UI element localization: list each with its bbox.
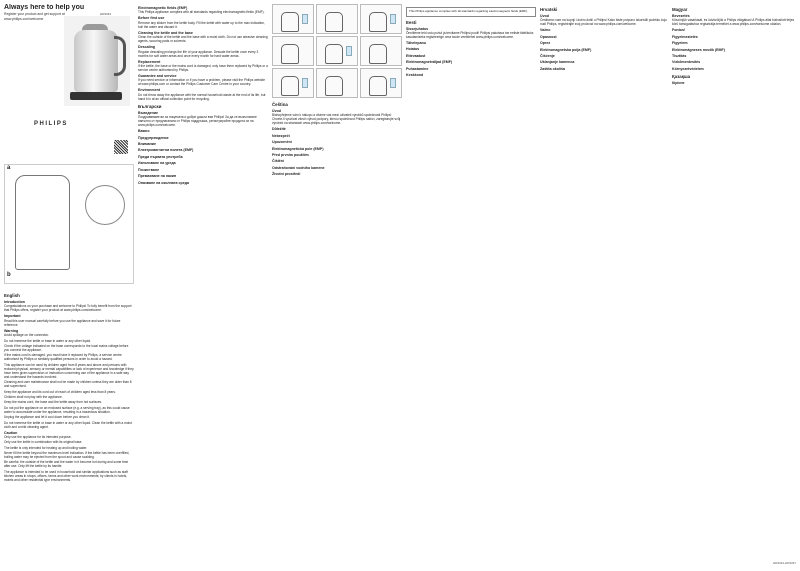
- hu-emf-heading: Elektromágneses mezők (EMF): [672, 47, 725, 52]
- diagram-kettle-outline: [15, 175, 70, 270]
- guarantee-text: If you need service or information or if you have a problem, please visit the Philips website at www.philips.com or contact the Philips Customer Care Centre in your country.: [138, 78, 266, 87]
- environment-text: Do not throw away the appliance with the normal household waste at the end of its life, but hand it in at an official collection point for recycling.: [138, 92, 266, 101]
- illustration-step: [272, 4, 314, 34]
- section-heading-bulgarian: Български: [138, 103, 162, 109]
- et-caution-heading: Ettevaatust: [406, 53, 426, 58]
- emf-heading: Electromagnetic fields (EMF): [138, 6, 188, 10]
- et-important-heading: Tähelepanu: [406, 41, 426, 45]
- guarantee-heading: Guarantee and service: [138, 74, 177, 79]
- column-6: [672, 4, 796, 567]
- section-heading-estonian: Eesti: [406, 19, 417, 25]
- hr-important-heading: Važno: [540, 28, 551, 33]
- descaling-text: Regular descaling prolongs the life of your appliance. Descale the kettle once every 3 months for soft water areas and once every month for hard water areas.: [138, 49, 259, 58]
- before-first-use-heading: Before first use: [138, 16, 165, 21]
- kettle-body: [74, 30, 118, 92]
- warning-item: If the mains cord is damaged, you must have it replaced by Philips, a service centre authorised by Philips or similarly qualified persons in order to avoid a hazard.: [4, 353, 122, 362]
- intro-text: Congratulations on your purchase and welcome to Philips! To fully benefit from the support that Philips offers, register your product at www.philips.com/welcome.: [4, 304, 132, 313]
- warning-item: Do not immerse the kettle or base in water or any other liquid. Clean the kettle with a moist cloth and a mild cleaning agent.: [4, 420, 132, 429]
- illustration-step: [272, 36, 314, 66]
- caution-item: Be careful: the outside of the kettle and the water in it become hot during and some time after use. Only lift the kettle by its handle.: [4, 460, 129, 469]
- bg-descaling-heading: Премахване на накип: [138, 174, 177, 179]
- hu-intro-heading: Bevezetés: [672, 14, 690, 18]
- column-5: [540, 4, 668, 567]
- illustration-step: [316, 68, 358, 98]
- cs-before-heading: Před prvním použitím: [272, 153, 309, 158]
- cs-intro-text: Blahopřejeme vám k nákupu a vítáme vás mezi uživateli výrobků společnosti Philips! Chcete-li využívat všech výhod podpory, kterou společnost Philips nabízí, zaregistrujte svůj výrobek na stránkách www.philips.com/welcome.: [272, 113, 401, 126]
- caution-item: Only use the kettle in combination with its original base.: [4, 440, 83, 445]
- product-diagram: [4, 164, 134, 284]
- cleaning-heading: Cleaning the kettle and the base: [138, 30, 193, 35]
- bg-warning-heading: Предупреждение: [138, 135, 169, 140]
- important-text: Read this user manual carefully before you use the appliance and save it for future reference.: [4, 318, 121, 327]
- illustration-step: [360, 68, 402, 98]
- warning-heading: Warning: [4, 328, 19, 333]
- bg-use-heading: Използване на уреда: [138, 161, 176, 166]
- hu-descaling-heading: Vízkőmentesítés: [672, 60, 701, 65]
- cs-caution-heading: Upozornění: [272, 140, 292, 145]
- bg-important-heading: Важно: [138, 129, 150, 134]
- bg-caution-heading: Внимание: [138, 142, 156, 147]
- warning-item: Unplug the appliance and let it cool down before you clean it.: [4, 415, 90, 420]
- section-heading-croatian: Hrvatski: [540, 7, 558, 12]
- column-4: [406, 4, 536, 567]
- section-heading-kazakh: Қазақша: [672, 74, 691, 80]
- et-emf-heading: Elektromagnetväljad (EMF): [406, 60, 453, 65]
- caution-heading: Caution: [4, 430, 18, 435]
- hu-caution-heading: Figyelem: [672, 41, 688, 46]
- et-environment-heading: Keskkond: [406, 73, 424, 78]
- caution-item: Never fill the kettle beyond the maximum level indication. If the kettle has been overfilled, boiling water may be ejected from the spout and cause scalding.: [4, 451, 130, 460]
- page-footer: HD9334-HD9337: [772, 561, 796, 565]
- column-2: [138, 4, 268, 567]
- before-first-use-text: Remove any sticker from the kettle body. Fill the kettle with water up to the max indication, boil the water and discard it.: [138, 20, 265, 29]
- diagram-detail-circle: [85, 185, 125, 225]
- hr-cleaning-heading: Čišćenje: [540, 54, 555, 59]
- cs-intro-heading: Úvod: [272, 109, 281, 113]
- warning-item: Keep the appliance and its cord out of reach of children aged less than 8 years.: [4, 389, 116, 394]
- hu-cleaning-heading: Tisztítás: [672, 54, 687, 59]
- cs-descaling-heading: Odstraňování vodního kamene: [272, 165, 325, 170]
- cs-cleaning-heading: Čištění: [272, 159, 284, 164]
- column-3: [272, 4, 402, 567]
- hr-caution-heading: Oprez: [540, 41, 551, 46]
- cs-important-heading: Důležité: [272, 127, 286, 132]
- warning-item: Do not immerse the kettle or base in water or any other liquid.: [4, 338, 91, 343]
- hu-warning-heading: Figyelmeztetés: [672, 34, 698, 39]
- important-heading: Important: [4, 314, 21, 319]
- hu-important-heading: Fontos!: [672, 28, 686, 33]
- kk-intro-heading: Кіріспе: [672, 81, 685, 86]
- warning-item: Cleaning and user maintenance shall not be made by children unless they are older than 8 and supervised.: [4, 380, 132, 389]
- illustration-step: [272, 68, 314, 98]
- bg-intro-heading: Въведение: [138, 110, 159, 115]
- illustration-step: [360, 36, 402, 66]
- warning-item: Children shall not play with the appliance.: [4, 394, 63, 399]
- cover-title: Always here to help you: [4, 4, 85, 11]
- cs-warning-heading: Nebezpečí: [272, 133, 290, 138]
- kettle-photo: [64, 16, 130, 106]
- bg-environment-heading: Опазване на околната среда: [138, 180, 190, 185]
- section-heading-czech: Čeština: [272, 102, 288, 107]
- et-cleaning-heading: Puhastamine: [406, 66, 429, 71]
- model-number: HD9334: [100, 12, 112, 16]
- descaling-heading: Descaling: [138, 45, 155, 50]
- bg-cleaning-heading: Почистване: [138, 167, 160, 172]
- kettle-base: [70, 92, 122, 100]
- instruction-illustration-grid: [272, 4, 402, 98]
- cs-environment-heading: Životní prostředí: [272, 172, 301, 177]
- warning-item: Keep the mains cord, the base and the kettle away from hot surfaces.: [4, 400, 102, 405]
- bg-before-heading: Преди първата употреба: [138, 154, 183, 159]
- replacement-heading: Replacement: [138, 59, 161, 64]
- cover-url[interactable]: www.philips.com/welcome: [4, 17, 44, 21]
- barcode-icon: [114, 140, 128, 154]
- illustration-step: [316, 36, 358, 66]
- hu-environment-heading: Környezetvédelem: [672, 66, 704, 71]
- section-heading-hungarian: Magyar: [672, 7, 688, 12]
- bg-emf-heading: Електромагнитни полета (EMF): [138, 148, 194, 153]
- philips-logo: PHILIPS: [34, 121, 68, 127]
- notice-box: [406, 7, 536, 17]
- environment-heading: Environment: [138, 88, 160, 93]
- warning-item: Do not put the appliance on an enclosed surface (e.g. a serving tray), as this could cause water to accumulate under the appliance, resulting in a hazardous situation.: [4, 405, 130, 414]
- hr-emf-heading: Elektromagnetska polja (EMF): [540, 47, 592, 52]
- et-warning-heading: Hoiatus: [406, 47, 420, 52]
- et-intro-heading: Sissejuhatus: [406, 26, 429, 31]
- warning-item: Check if the voltage indicated on the base corresponds to the local mains voltage before you connect the appliance.: [4, 344, 129, 352]
- bg-intro-text: Поздравяваме ви за покупката и добре дошли във Philips! За да се възползвате напълно от предлаганата от Philips поддръжка, регистрирайте продукта си на www.philips.com/welcome.: [138, 115, 257, 128]
- hr-warning-heading: Opasnost: [540, 34, 557, 39]
- caution-item: The kettle is only intended for heating up and boiling water.: [4, 445, 88, 450]
- et-intro-text: Õnnitleme teid ostu puhul ja tervitame Philipsi poolt! Philipsi pakutava toe eeliste täielikuks kasutamiseks registreerige oma toode veebilehel www.philips.com/welcome.: [406, 31, 534, 39]
- warning-item: Avoid spillage on the connector.: [4, 333, 49, 338]
- hr-intro-heading: Uvod: [540, 14, 549, 18]
- intro-heading: Introduction: [4, 300, 25, 304]
- notice-text: This Philips appliance complies with all standards regarding electromagnetic fields (EMF).: [409, 9, 529, 13]
- illustration-step: [316, 4, 358, 34]
- cs-emf-heading: Elektromagnetická pole (EMP): [272, 146, 324, 151]
- illustration-step: [360, 4, 402, 34]
- cover-column: [4, 4, 134, 567]
- replacement-text: If the kettle, the base or the mains cord is damaged, only have them replaced by Philips or a service centre authorised by Philips.: [138, 64, 268, 73]
- diagram-label-b: b: [7, 272, 11, 278]
- cover-subtitle: Register your product and get support at: [4, 12, 65, 16]
- hr-environment-heading: Zaštita okoliša: [540, 66, 565, 71]
- hu-intro-text: Köszönjük vásárlását, és üdvözöljük a Philips világában! A Philips által biztosított teljes körű támogatáshoz regisztrálja termékét a www.philips.com/welcome oldalon.: [672, 18, 795, 27]
- cleaning-text: Clean the outside of the kettle and the base with a moist cloth. Do not use abrasive cleaning agents, scouring pads or solvents.: [138, 35, 268, 44]
- warning-item: This appliance can be used by children aged from 8 years and above and persons with reduced physical, sensory or mental capabilities or lack of experience and knowledge if they have been given supervision or instruction concerning use of the appliance in a safe way and understand the hazards involved.: [4, 362, 134, 379]
- diagram-label-a: a: [7, 165, 11, 171]
- emf-text: This Philips appliance complies with all standards regarding electromagnetic fields (EMF).: [138, 10, 265, 15]
- caution-item: Only use the appliance for its intended purpose.: [4, 434, 72, 439]
- hr-descaling-heading: Uklanjanje kamenca: [540, 60, 575, 65]
- hr-intro-text: Čestitamo vam na kupnji i dobro došli u Philips! Kako biste potpuno iskoristili podršku koju nudi Philips, registrirajte svoj proizvod na www.philips.com/welcome.: [540, 18, 667, 27]
- kettle-handle: [114, 36, 126, 76]
- section-heading-english: English: [4, 293, 20, 298]
- caution-item: The appliance is intended to be used in household and similar applications such as staff kitchen areas in shops, offices, farms and other work environments; by clients in hotels, motels and other residential type environments.: [4, 469, 128, 482]
